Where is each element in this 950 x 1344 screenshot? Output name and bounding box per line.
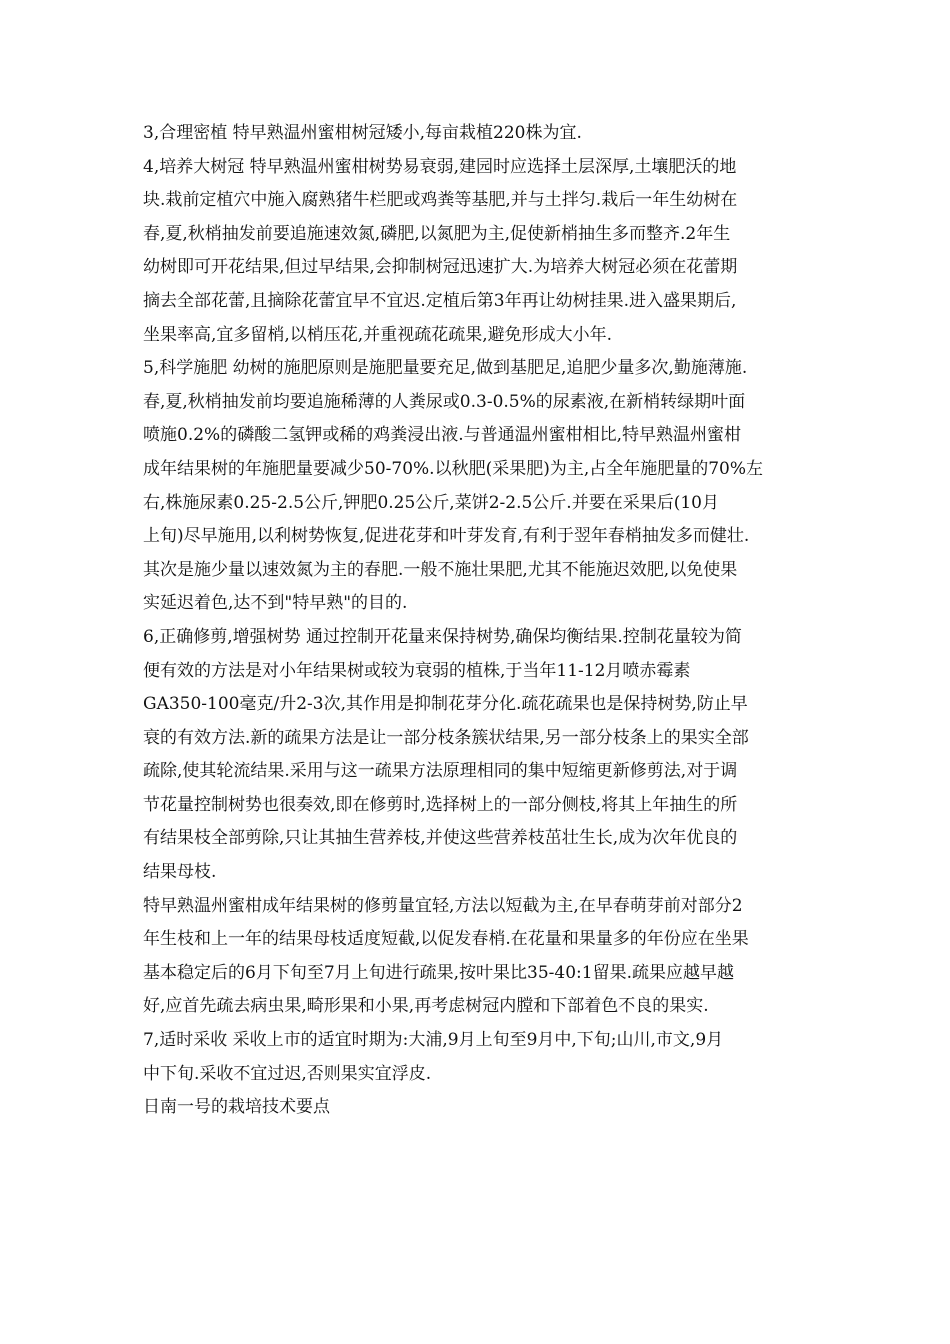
paragraph-pruning: [143, 621, 833, 890]
text-line: 幼树即可开花结果,但过早结果,会抑制树冠迅速扩大.为培养大树冠必须在花蕾期: [143, 257, 738, 278]
text-line: 实延迟着色,达不到"特早熟"的目的.: [143, 593, 408, 614]
text-line: 5,科学施肥 幼树的施肥原则是施肥量要充足,做到基肥足,追肥少量多次,勤施薄施.: [143, 358, 748, 379]
text-line: 6,正确修剪,增强树势 通过控制开花量来保持树势,确保均衡结果.控制花量较为简: [143, 626, 742, 647]
text-line: 春,夏,秋梢抽发前均要追施稀薄的人粪尿或0.3-0.5%的尿素液,在新梢转绿期叶面: [143, 391, 746, 412]
text-line: 好,应首先疏去病虫果,畸形果和小果,再考虑树冠内膛和下部着色不良的果实.: [143, 996, 709, 1017]
text-line: 喷施0.2%的磷酸二氢钾或稀的鸡粪浸出液.与普通温州蜜柑相比,特早熟温州蜜柑: [143, 425, 741, 446]
text-line: 其次是施少量以速效氮为主的春肥.一般不施壮果肥,尤其不能施迟效肥,以免使果: [143, 559, 738, 580]
text-line: 结果母枝.: [143, 862, 217, 883]
text-line: 便有效的方法是对小年结果树或较为衰弱的植株,于当年11-12月喷赤霉素: [143, 660, 691, 681]
text-line: GA350-100毫克/升2-3次,其作用是抑制花芽分化.疏花疏果也是保持树势,防止早: [143, 694, 748, 715]
paragraph-harvest: [143, 1024, 833, 1091]
text-line: 成年结果树的年施肥量要减少50-70%.以秋肥(采果肥)为主,占全年施肥量的70%左: [143, 458, 764, 479]
text-line: 基本稳定后的6月下旬至7月上旬进行疏果,按叶果比35-40:1留果.疏果应越早越: [143, 962, 734, 983]
paragraph-mature-tree-pruning: [143, 890, 833, 1024]
paragraph-tree-crown: [143, 151, 833, 353]
text-line: 3,合理密植 特早熟温州蜜柑树冠矮小,每亩栽植220株为宜.: [143, 123, 582, 143]
text-line: 疏除,使其轮流结果.采用与这一疏果方法原理相同的集中短缩更新修剪法,对于调: [143, 761, 738, 782]
section-heading-nichinan-1: [143, 1091, 833, 1125]
text-line: 中下旬.采收不宜过迟,否则果实宜浮皮.: [143, 1063, 432, 1084]
text-line: 右,株施尿素0.25-2.5公斤,钾肥0.25公斤,菜饼2-2.5公斤.并要在采果后(10月: [143, 492, 719, 513]
text-line: 上旬)尽早施用,以利树势恢复,促进花芽和叶芽发育,有利于翌年春梢抽发多而健壮.: [143, 526, 750, 547]
text-line: 有结果枝全部剪除,只让其抽生营养枝,并使这些营养枝茁壮生长,成为次年优良的: [143, 828, 738, 849]
paragraph-fertilization: [143, 352, 833, 621]
document-body: [143, 117, 833, 1125]
text-line: 块.栽前定植穴中施入腐熟猪牛栏肥或鸡粪等基肥,并与土拌匀.栽后一年生幼树在: [143, 190, 738, 211]
text-line: 坐果率高,宜多留梢,以梢压花,并重视疏花疏果,避免形成大小年.: [143, 324, 613, 345]
text-line: 摘去全部花蕾,且摘除花蕾宜早不宜迟.定植后第3年再让幼树挂果.进入盛果期后,: [143, 290, 737, 311]
text-line: 节花量控制树势也很奏效,即在修剪时,选择树上的一部分侧枝,将其上年抽生的所: [143, 794, 738, 815]
paragraph-planting-density: [143, 117, 833, 151]
text-line: 春,夏,秋梢抽发前要追施速效氮,磷肥,以氮肥为主,促使新梢抽生多而整齐.2年生: [143, 223, 731, 244]
text-line: 日南一号的栽培技术要点: [143, 1097, 330, 1118]
text-line: 特早熟温州蜜柑成年结果树的修剪量宜轻,方法以短截为主,在早春萌芽前对部分2: [143, 895, 743, 916]
text-line: 4,培养大树冠 特早熟温州蜜柑树势易衰弱,建园时应选择土层深厚,土壤肥沃的地: [143, 156, 737, 177]
text-line: 衰的有效方法.新的疏果方法是让一部分枝条簇状结果,另一部分枝条上的果实全部: [143, 727, 749, 748]
text-line: 年生枝和上一年的结果母枝适度短截,以促发春梢.在花量和果量多的年份应在坐果: [143, 929, 749, 950]
text-line: 7,适时采收 采收上市的适宜时期为:大浦,9月上旬至9月中,下旬;山川,市文,9月: [143, 1030, 724, 1051]
